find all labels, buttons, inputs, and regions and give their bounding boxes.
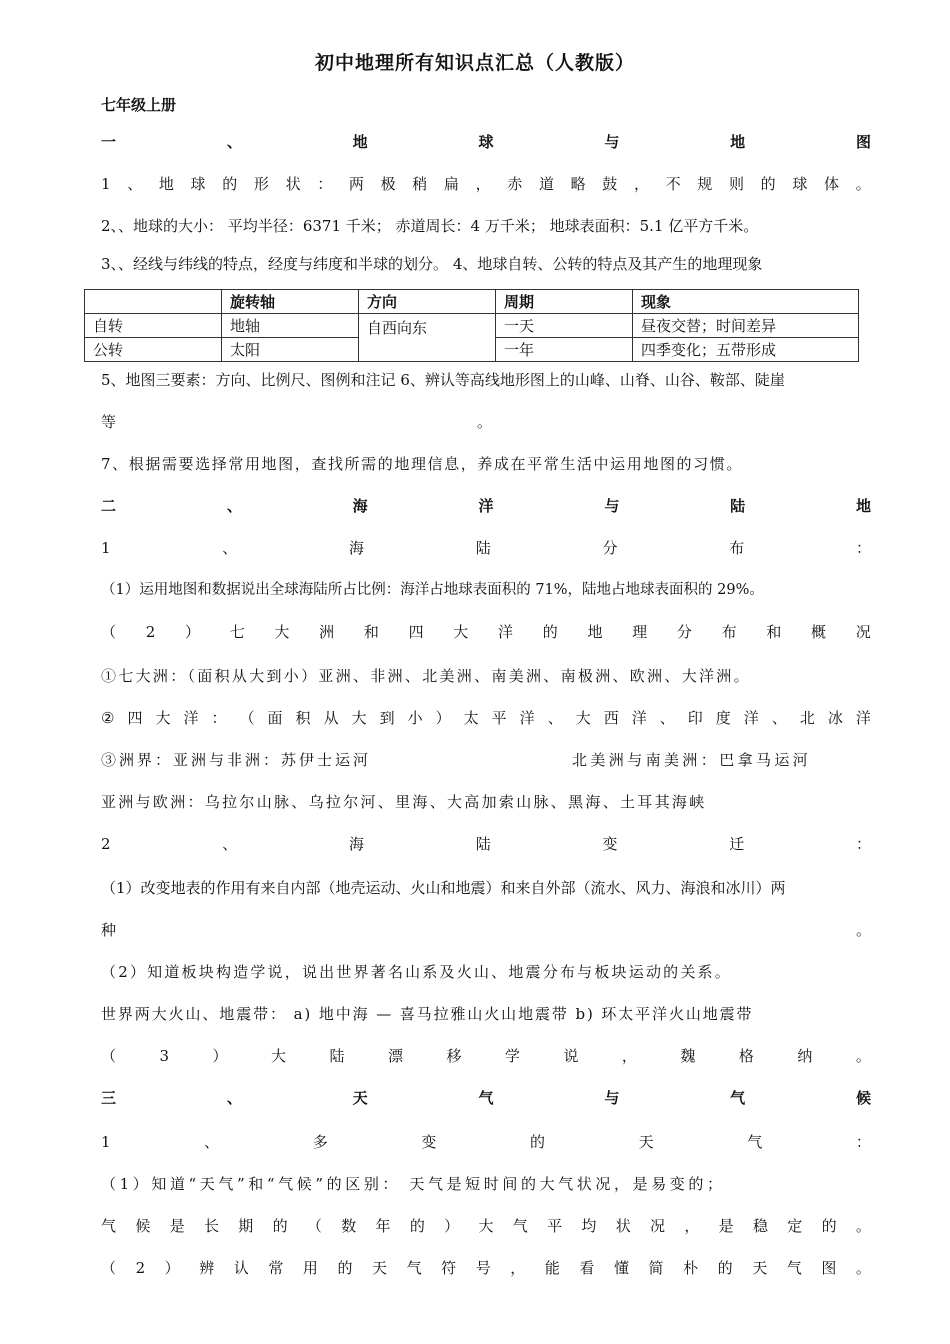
text-char: ） [164,1259,180,1277]
text-char: 形 [253,175,269,193]
text-char: ② [101,709,115,727]
text-char: 二 [101,497,117,515]
text-char: ， [684,1217,700,1235]
table-cell: 昼夜交替；时间差异 [633,314,859,338]
text-char: 布 [721,623,737,641]
text-char: 气 [747,1133,763,1151]
text-char: 球 [792,175,808,193]
text-char: 地 [587,623,603,641]
text-char: 图 [821,1259,837,1277]
paragraph-boundaries-b: 北美洲与南美洲：巴拿马运河 [572,751,812,769]
text-char: 北 [799,709,815,727]
paragraph-asia-europe: 亚洲与欧洲：乌拉尔山脉、乌拉尔河、里海、大高加索山脉、黑海、土耳其海峡 [101,793,707,811]
document-title: 初中地理所有知识点汇总（人教版） [314,52,635,74]
text-char: 和 [766,623,782,641]
text-char: 漂 [387,1047,403,1065]
paragraph-boundaries-a: ③洲界：亚洲与非洲：苏伊士运河 [101,751,372,769]
text-char: 等 [101,413,117,431]
text-char: 天 [752,1259,768,1277]
text-char: 的 [542,623,558,641]
text-char: 变 [421,1133,437,1151]
text-char: 的 [272,1217,288,1235]
table-cell: 太阳 [222,338,359,362]
text-char: 理 [632,623,648,641]
text-char: ） [184,623,200,641]
text-char: 2 [135,1259,146,1277]
text-char: （ [306,1217,322,1235]
text-char: 海 [349,539,365,557]
text-char: 是 [718,1217,734,1235]
text-char: 三 [101,1089,117,1107]
text-char: 1 [101,175,111,193]
text-char: 、 [226,133,242,151]
text-char: ） [435,709,451,727]
text-char: 海 [349,835,365,853]
text-char: 气 [730,1089,746,1107]
section-1-heading [101,132,871,152]
text-char: 冰 [827,709,843,727]
text-char: 年 [375,1217,391,1235]
text-char: 不 [665,175,681,193]
text-char: 期 [238,1217,254,1235]
text-char: 与 [604,1089,620,1107]
text-char: 洋 [519,709,535,727]
text-char: 地 [158,175,174,193]
table-header-cell [85,290,222,314]
text-char: ： [855,539,871,557]
text-char: 朴 [683,1259,699,1277]
text-char: 气 [512,1217,528,1235]
text-char: 气 [406,1259,422,1277]
text-char: 1 [101,539,111,557]
text-char: 到 [379,709,395,727]
text-char: 种 [101,921,117,939]
text-char: 格 [738,1047,754,1065]
text-char: 的 [821,1217,837,1235]
text-char: 印 [687,709,703,727]
text-char: 球 [190,175,206,193]
text-char: 懂 [613,1259,629,1277]
text-char: 大 [270,1047,286,1065]
paragraph-continents-oceans [101,622,871,642]
text-char: 状 [285,175,301,193]
text-char: 两 [348,175,364,193]
text-char: 、 [222,539,238,557]
subheading-land-sea-changes [101,834,871,854]
text-char: 候 [135,1217,151,1235]
paragraph-surface-forces: （1）改变地表的作用有来自内部（地壳运动、火山和地震）和来自外部（流水、风力、海浪和冰川）两 [101,879,786,897]
section-2-heading [101,496,871,516]
paragraph-meridians: 3、、经线与纬线的特点，经度与纬度和半球的划分。 4、地球自转、公转的特点及其产生的地理现象 [101,255,763,273]
text-char: 气 [101,1217,117,1235]
table-cell: 地轴 [222,314,359,338]
text-char: ， [475,175,491,193]
text-char: 大 [575,709,591,727]
text-char: 气 [786,1259,802,1277]
text-char: 气 [478,1089,494,1107]
paragraph-land-sea-ratio: （1）运用地图和数据说出全球海陆所占比例：海洋占地球表面积的 71%，陆地占地球表面积的 29%。 [101,582,764,598]
text-char: 分 [602,539,618,557]
text-char: 纳 [797,1047,813,1065]
text-char: 洋 [631,709,647,727]
table-header-cell: 现象 [633,290,859,314]
text-char: 2 [101,835,111,853]
table-cell: 公转 [85,338,222,362]
text-char: 大 [274,623,290,641]
text-char: ， [633,175,649,193]
text-char: 一 [101,133,117,151]
text-char: ， [510,1259,526,1277]
text-char: 符 [441,1259,457,1277]
text-char: 。 [476,413,492,431]
text-char: 。 [855,1217,871,1235]
text-char: 的 [409,1217,425,1235]
text-char: 移 [446,1047,462,1065]
text-char: 图 [855,133,871,151]
text-char: 看 [579,1259,595,1277]
table-header-cell: 方向 [359,290,496,314]
text-char: 积 [295,709,311,727]
text-char: 四 [408,623,424,641]
table-header-cell: 旋转轴 [222,290,359,314]
paragraph-weather-vs-climate: （1）知道“天气”和“气候”的区别： 天气是短时间的大气状况，是易变的； [101,1175,726,1193]
text-char: 度 [715,709,731,727]
text-char: ： [211,709,227,727]
text-char: 地 [855,497,871,515]
text-char: 洲 [319,623,335,641]
text-char: 四 [127,709,143,727]
text-char: 面 [267,709,283,727]
text-char: （ [101,1047,117,1065]
text-char: （ [101,623,117,641]
text-char: 洋 [743,709,759,727]
text-char: 体 [823,175,839,193]
text-char: ， [621,1047,637,1065]
text-char: 大 [351,709,367,727]
text-char: 认 [233,1259,249,1277]
text-char: 陆 [329,1047,345,1065]
table-cell: 一年 [496,338,633,362]
text-char: 球 [478,133,494,151]
text-char: 。 [855,1259,871,1277]
text-char: 稍 [412,175,428,193]
text-char: 况 [855,623,871,641]
text-char: 陆 [475,835,491,853]
paragraph-weather-symbols [101,1258,871,1278]
paragraph-plate-tectonics: （2）知道板块构造学说，说出世界著名山系及火山、地震分布与板块运动的关系。 [101,963,732,981]
text-char: 辨 [199,1259,215,1277]
text-char: 、 [547,709,563,727]
text-char: 3 [159,1047,170,1065]
rotation-revolution-table [84,289,859,362]
text-char: 。 [855,175,871,193]
table-row [85,314,859,338]
paragraph-map-usage: 7、根据需要选择常用地图，查找所需的地理信息，养成在平常生活中运用地图的习惯。 [101,455,743,473]
text-char: 、 [127,175,143,193]
text-char: ： [317,175,333,193]
paragraph-continental-drift [101,1046,871,1066]
text-char: 的 [222,175,238,193]
subheading-land-sea-distribution [101,538,871,558]
subheading-changing-weather [101,1132,871,1152]
text-char: 与 [604,133,620,151]
text-char: 。 [855,1047,871,1065]
text-char: 小 [407,709,423,727]
text-char: 长 [203,1217,219,1235]
text-char: 极 [380,175,396,193]
text-char: 数 [341,1217,357,1235]
text-char: 的 [717,1259,733,1277]
text-char: 魏 [680,1047,696,1065]
text-char: ： [855,835,871,853]
table-header-row [85,290,859,314]
text-char: 扁 [443,175,459,193]
text-char: 和 [363,623,379,641]
text-char: 平 [491,709,507,727]
text-char: 概 [811,623,827,641]
grade-heading: 七年级上册 [101,96,177,114]
text-char: 、 [226,1089,242,1107]
text-char: 与 [604,497,620,515]
text-char: 况 [650,1217,666,1235]
text-char: 的 [530,1133,546,1151]
text-char: 洋 [183,709,199,727]
text-char: 常 [268,1259,284,1277]
text-char: 赤 [507,175,523,193]
text-char: 多 [312,1133,328,1151]
text-char: 则 [728,175,744,193]
text-char: 七 [229,623,245,641]
text-char: 用 [302,1259,318,1277]
text-char: （ [239,709,255,727]
text-char: 天 [352,1089,368,1107]
paragraph-climate-definition [101,1216,871,1236]
text-char: 从 [323,709,339,727]
text-char: 说 [563,1047,579,1065]
text-char: 平 [547,1217,563,1235]
text-char: 地 [352,133,368,151]
text-char: 、 [771,709,787,727]
table-cell: 四季变化；五带形成 [633,338,859,362]
text-char: ） [444,1217,460,1235]
text-char: 迁 [729,835,745,853]
paragraph-four-oceans [101,708,871,728]
text-char: 简 [648,1259,664,1277]
text-char: 陆 [475,539,491,557]
paragraph-map-elements: 5、地图三要素：方向、比例尺、图例和注记 6、辨认等高线地形图上的山峰、山脊、山谷、鞍部、陡崖 [101,371,785,389]
text-char: （ [101,1259,117,1277]
text-char: 洋 [498,623,514,641]
text-char: 大 [155,709,171,727]
text-char: 定 [787,1217,803,1235]
text-char: ） [212,1047,228,1065]
text-char: 地 [730,133,746,151]
text-char: 均 [581,1217,597,1235]
text-char: 布 [729,539,745,557]
text-char: 。 [855,921,871,939]
text-char: 的 [337,1259,353,1277]
text-char: 稳 [752,1217,768,1235]
text-char: 海 [352,497,368,515]
text-char: 大 [453,623,469,641]
text-char: 西 [603,709,619,727]
text-char: 、 [222,835,238,853]
text-char: 鼓 [602,175,618,193]
text-char: 变 [602,835,618,853]
text-char: ： [855,1133,871,1151]
text-char: 道 [538,175,554,193]
table-cell: 自转 [85,314,222,338]
text-char: 太 [463,709,479,727]
text-char: 状 [615,1217,631,1235]
text-char: 略 [570,175,586,193]
paragraph-volcano-belts: 世界两大火山、地震带： a) 地中海 — 喜马拉雅山火山地震带 b) 环太平洋火山地震带 [101,1005,754,1023]
text-char: 陆 [730,497,746,515]
text-char: 分 [676,623,692,641]
text-char: 学 [504,1047,520,1065]
paragraph-earth-size: 2、、地球的大小： 平均半径：6371 千米； 赤道周长：4 万千米； 地球表面积：5.1 亿平方千米。 [101,217,759,235]
text-char: 2 [145,623,156,641]
paragraph-surface-forces-cont [101,920,871,940]
table-header-cell: 周期 [496,290,633,314]
text-char: 能 [544,1259,560,1277]
paragraph-earth-shape [101,174,871,194]
text-char: 大 [478,1217,494,1235]
text-char: 候 [855,1089,871,1107]
text-char: 规 [697,175,713,193]
text-char: 洋 [855,709,871,727]
table-cell: 自西向东 [359,314,496,362]
section-3-heading [101,1088,871,1108]
text-char: 、 [204,1133,220,1151]
text-char: 1 [101,1133,111,1151]
paragraph-seven-continents: ①七大洲：（面积从大到小）亚洲、非洲、北美洲、南美洲、南极洲、欧洲、大洋洲。 [101,667,751,685]
text-char: 是 [169,1217,185,1235]
text-char: 、 [226,497,242,515]
table-cell: 一天 [496,314,633,338]
text-char: 洋 [478,497,494,515]
text-char: 天 [372,1259,388,1277]
text-char: 的 [760,175,776,193]
text-char: 号 [475,1259,491,1277]
paragraph-map-elements-cont [101,412,492,432]
text-char: 天 [638,1133,654,1151]
text-char: 、 [659,709,675,727]
